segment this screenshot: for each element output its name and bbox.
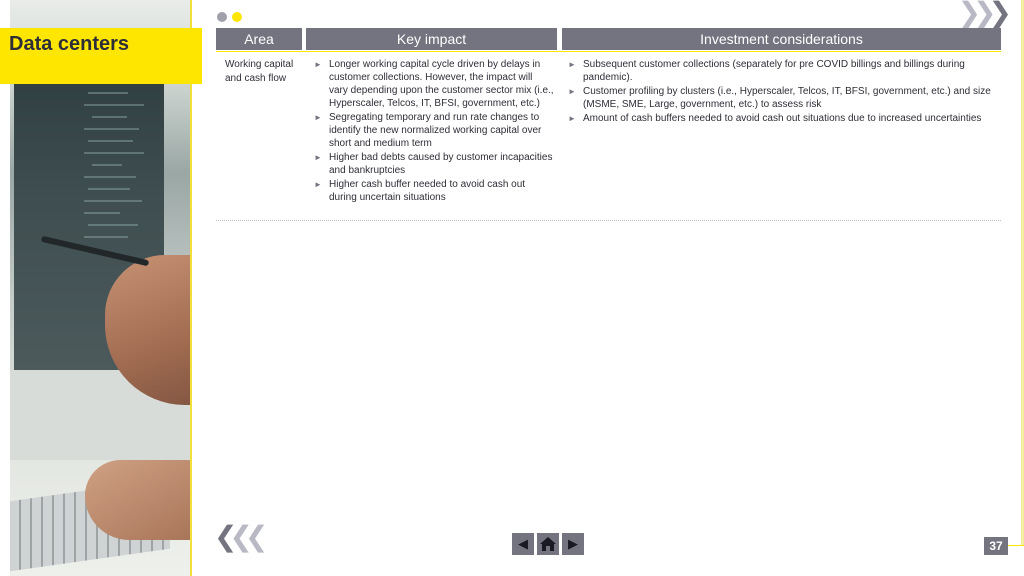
photo-edge-line — [190, 0, 192, 576]
bullet-arrow-icon: ► — [314, 113, 322, 122]
header-rule — [216, 51, 1001, 52]
yellow-dot-icon — [232, 12, 242, 22]
home-button[interactable] — [537, 533, 559, 555]
chevrons-right-icon: ❯❯❯ — [957, 0, 1004, 28]
hand-image — [85, 460, 191, 540]
page-number: 37 — [984, 537, 1008, 555]
bullet-arrow-icon: ► — [568, 60, 576, 69]
chevrons-left-icon[interactable]: ❮❮❮ — [214, 521, 261, 552]
page-title: Data centers — [9, 33, 130, 55]
header-investment-considerations: Investment considerations — [562, 28, 1001, 50]
previous-button[interactable] — [512, 533, 534, 555]
bullet-arrow-icon: ► — [568, 87, 576, 96]
list-item: ► Customer profiling by clusters (i.e., Hyperscaler, Telcos, IT, BFSI, government, etc.) and size (MSME, SME, Large, government, etc.) to assess risk — [568, 86, 991, 110]
home-icon — [540, 537, 556, 551]
row-divider — [216, 220, 1001, 221]
grey-dot-icon — [217, 12, 227, 22]
investment-considerations-list — [568, 58, 993, 126]
list-item: ► Segregating temporary and run rate changes to identify the new normalized working capital over short and medium term — [314, 112, 542, 149]
bullet-arrow-icon: ► — [314, 153, 322, 162]
area-cell: Working capital and cash flow — [225, 59, 294, 84]
triangle-right-icon: ▶ — [568, 536, 578, 551]
list-item: ► Higher cash buffer needed to avoid cash out during uncertain situations — [314, 179, 526, 203]
list-item: ► Amount of cash buffers needed to avoid cash out situations due to increased uncertainties — [568, 113, 982, 124]
bullet-arrow-icon: ► — [314, 180, 322, 189]
bullet-arrow-icon: ► — [568, 114, 576, 123]
list-item: ► Longer working capital cycle driven by delays in customer collections. However, the impact will vary depending upon the customer sector mix (i.e., Hyperscaler, Telcos, IT, BFSI, government, etc.) — [314, 59, 554, 109]
key-impact-list — [314, 58, 554, 205]
background-photo — [10, 0, 191, 576]
bullet-arrow-icon: ► — [314, 60, 322, 69]
list-item: ► Higher bad debts caused by customer incapacities and bankruptcies — [314, 152, 553, 176]
triangle-left-icon: ◀ — [518, 536, 528, 551]
footer-rule — [1008, 545, 1024, 546]
header-key-impact: Key impact — [306, 28, 557, 50]
next-button[interactable] — [562, 533, 584, 555]
header-area: Area — [216, 28, 302, 50]
list-item: ► Subsequent customer collections (separately for pre COVID billings and billings during pandemic). — [568, 59, 965, 83]
